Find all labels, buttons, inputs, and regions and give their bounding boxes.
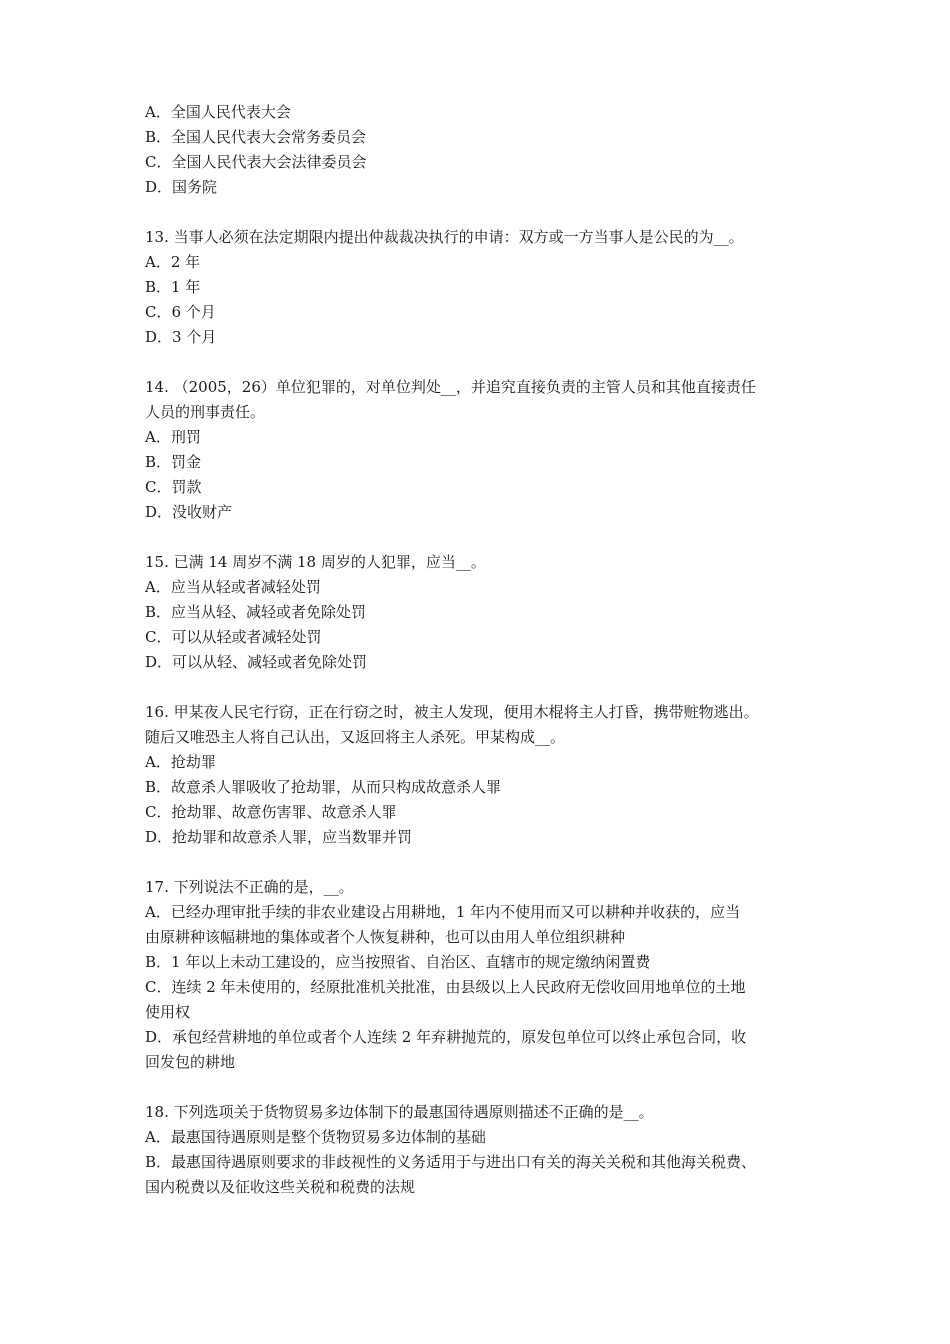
option-line: B．罚金 (145, 453, 202, 471)
option-line: A．刑罚 (145, 428, 201, 446)
question-stem: 15. 已满 14 周岁不满 18 周岁的人犯罪，应当__。 (145, 553, 486, 571)
document-content (145, 100, 815, 1225)
option-line: D．可以从轻、减轻或者免除处罚 (145, 653, 368, 671)
option-line: C．抢劫罪、故意伤害罪、故意杀人罪 (145, 803, 397, 821)
option-line: A．最惠国待遇原则是整个货物贸易多边体制的基础 (145, 1128, 486, 1146)
option-line: 由原耕种该幅耕地的集体或者个人恢复耕种，也可以由用人单位组织耕种 (145, 928, 626, 946)
question-12-options (145, 100, 815, 200)
question-stem: 人员的刑事责任。 (145, 403, 266, 421)
question-14 (145, 375, 815, 525)
option-line: D．国务院 (145, 178, 218, 196)
option-line: D．抢劫罪和故意杀人罪，应当数罪并罚 (145, 828, 413, 846)
option-line: A．已经办理审批手续的非农业建设占用耕地，1 年内不使用而又可以耕种并收获的，应当 (145, 903, 741, 921)
option-line: C．可以从轻或者减轻处罚 (145, 628, 322, 646)
option-line: C．6 个月 (145, 303, 216, 321)
option-line: D．3 个月 (145, 328, 217, 346)
question-stem: 16. 甲某夜人民宅行窃，正在行窃之时，被主人发现，便用木棍将主人打昏，携带赃物逃出。 (145, 703, 759, 721)
option-line: B．1 年以上未动工建设的，应当按照省、自治区、直辖市的规定缴纳闲置费 (145, 953, 651, 971)
question-16 (145, 700, 815, 850)
question-stem: 18. 下列选项关于货物贸易多边体制下的最惠国待遇原则描述不正确的是__。 (145, 1103, 654, 1121)
question-13 (145, 225, 815, 350)
option-line: B．故意杀人罪吸收了抢劫罪，从而只构成故意杀人罪 (145, 778, 502, 796)
option-line: 国内税费以及征收这些关税和税费的法规 (145, 1178, 416, 1196)
option-line: A．抢劫罪 (145, 753, 216, 771)
option-line: B．1 年 (145, 278, 201, 296)
option-line: D．承包经营耕地的单位或者个人连续 2 年弃耕抛荒的，原发包单位可以终止承包合同，收 (145, 1028, 747, 1046)
option-line: A．应当从轻或者减轻处罚 (145, 578, 321, 596)
question-stem: 13. 当事人必须在法定期限内提出仲裁裁决执行的申请：双方或一方当事人是公民的为__。 (145, 228, 744, 246)
option-line: D．没收财产 (145, 503, 233, 521)
option-line: C．全国人民代表大会法律委员会 (145, 153, 367, 171)
option-line: B．最惠国待遇原则要求的非歧视性的义务适用于与进出口有关的海关关税和其他海关税费、 (145, 1153, 757, 1171)
question-stem: 随后又唯恐主人将自己认出，又返回将主人杀死。甲某构成__。 (145, 728, 566, 746)
option-line: C．连续 2 年未使用的，经原批准机关批准，由县级以上人民政府无偿收回用地单位的土地 (145, 978, 746, 996)
question-17 (145, 875, 815, 1075)
option-line: B．应当从轻、减轻或者免除处罚 (145, 603, 367, 621)
question-15 (145, 550, 815, 675)
option-line: 回发包的耕地 (145, 1053, 236, 1071)
option-line: B．全国人民代表大会常务委员会 (145, 128, 367, 146)
question-stem: 14. （2005，26）单位犯罪的，对单位判处__，并追究直接负责的主管人员和其他直接责任 (145, 378, 756, 396)
question-18 (145, 1100, 815, 1200)
question-stem: 17. 下列说法不正确的是，__。 (145, 878, 354, 896)
option-line: C．罚款 (145, 478, 202, 496)
option-line: 使用权 (145, 1003, 191, 1021)
option-line: A．2 年 (145, 253, 201, 271)
option-line: A．全国人民代表大会 (145, 103, 291, 121)
